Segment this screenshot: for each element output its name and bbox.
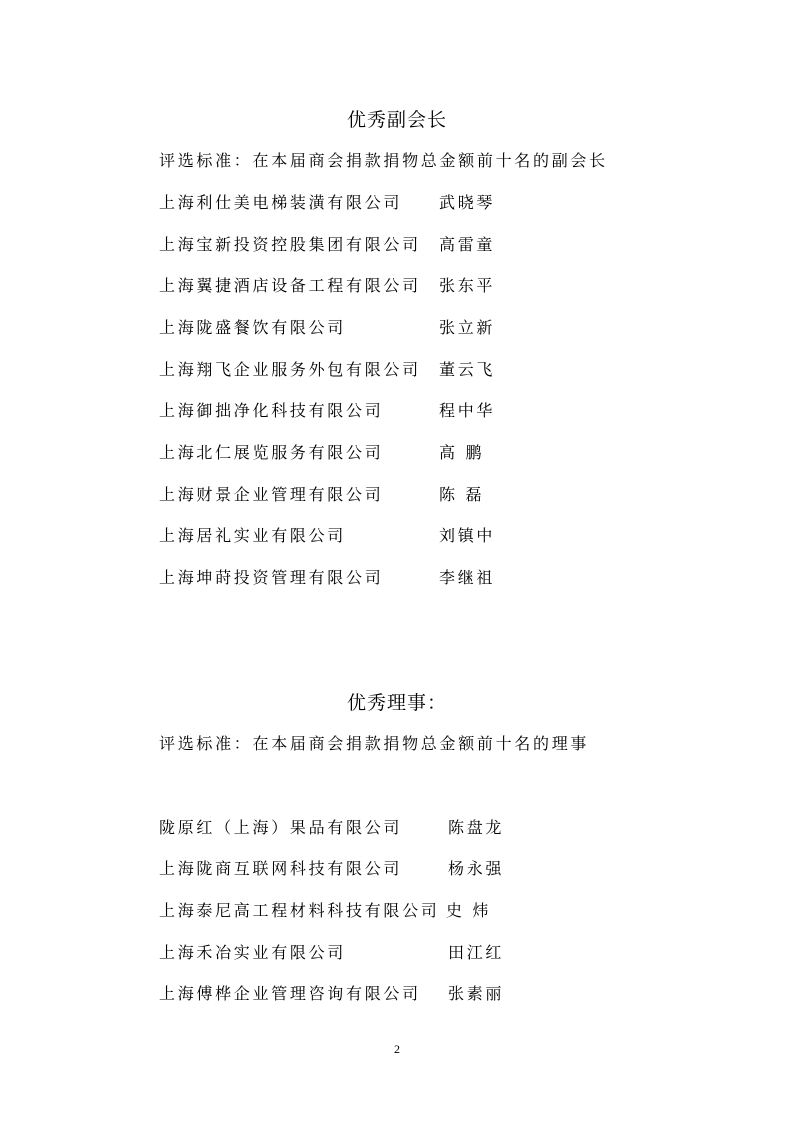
person-name: 张立新 bbox=[439, 318, 496, 337]
company-name: 上海御拙净化科技有限公司 bbox=[159, 401, 384, 420]
company-name: 上海泰尼高工程材料科技有限公司 bbox=[159, 901, 440, 920]
person-name: 张素丽 bbox=[448, 984, 505, 1003]
person-name: 陈盘龙 bbox=[448, 818, 505, 837]
person-name: 田江红 bbox=[448, 943, 505, 962]
page-number: 2 bbox=[394, 1042, 400, 1056]
person-name: 董云飞 bbox=[439, 360, 496, 379]
section-title-vice-president: 优秀副会长 bbox=[346, 109, 447, 131]
person-name: 杨永强 bbox=[448, 859, 505, 878]
company-name: 上海陇盛餐饮有限公司 bbox=[159, 318, 347, 337]
company-name: 陇原红（上海）果品有限公司 bbox=[159, 818, 403, 837]
criteria-director: 评选标准：在本届商会捐款捐物总金额前十名的理事 bbox=[159, 734, 590, 753]
company-name: 上海翔飞企业服务外包有限公司 bbox=[159, 360, 421, 379]
person-name: 程中华 bbox=[439, 401, 496, 420]
company-name: 上海陇商互联网科技有限公司 bbox=[159, 859, 403, 878]
person-name: 武晓琴 bbox=[439, 193, 496, 212]
person-name: 高 鹏 bbox=[439, 443, 485, 462]
company-name: 上海傅桦企业管理咨询有限公司 bbox=[159, 984, 421, 1003]
company-name: 上海居礼实业有限公司 bbox=[159, 526, 347, 545]
criteria-vice-president: 评选标准：在本届商会捐款捐物总金额前十名的副会长 bbox=[159, 151, 608, 170]
company-name: 上海财景企业管理有限公司 bbox=[159, 485, 384, 504]
person-name: 张东平 bbox=[439, 276, 496, 295]
person-name: 刘镇中 bbox=[439, 526, 496, 545]
person-name: 李继祖 bbox=[439, 568, 496, 587]
company-name: 上海宝新投资控股集团有限公司 bbox=[159, 235, 421, 254]
company-name: 上海翼捷酒店设备工程有限公司 bbox=[159, 276, 421, 295]
company-name: 上海坤莳投资管理有限公司 bbox=[159, 568, 384, 587]
company-name: 上海利仕美电梯装潢有限公司 bbox=[159, 193, 403, 212]
person-name: 史 炜 bbox=[446, 901, 492, 920]
person-name: 陈 磊 bbox=[439, 485, 485, 504]
company-name: 上海北仁展览服务有限公司 bbox=[159, 443, 384, 462]
section-title-director: 优秀理事： bbox=[346, 692, 447, 714]
person-name: 高雷童 bbox=[439, 235, 496, 254]
company-name: 上海禾冶实业有限公司 bbox=[159, 943, 347, 962]
